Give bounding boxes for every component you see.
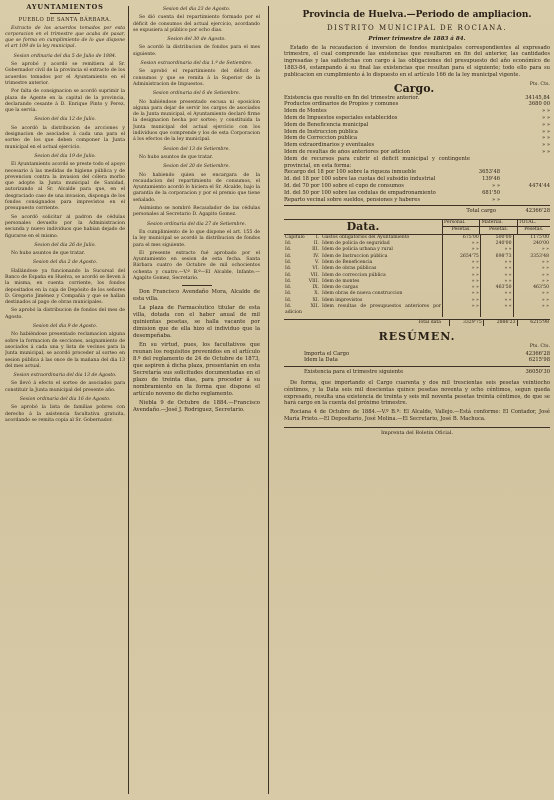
column-rule	[268, 6, 269, 794]
paragraph: No hubo asuntos de que tratar.	[139, 154, 213, 160]
column-rule	[128, 6, 129, 794]
data-amount-m: 698'73	[480, 254, 513, 260]
cargo-list	[284, 95, 550, 204]
cargo-amount: » »	[542, 114, 550, 121]
quarter-title: Primer trimestre de 1883 á 84.	[368, 35, 466, 42]
data-amount-p: » »	[443, 298, 481, 304]
chapter-description: Idem de Instruccion pública	[322, 253, 388, 259]
data-chapter-cell	[284, 304, 443, 317]
cargo-row	[284, 108, 550, 115]
data-amount-t: » »	[513, 273, 550, 279]
paragraph: No habiéndose presentado escusa ni oposicion alguna para dejar de servir los cargos de asociados de la Junta municipal, el Ayuntamiento declaró firme la designacion hecha por sorteo; y constituida la Junta municipal del actual ejercicio con los individuos que comprende y los de esta Corporacion á los efectos de la ley municipal.	[133, 99, 260, 143]
divider	[182, 285, 212, 286]
cargo-amount: 3680 00	[528, 101, 550, 108]
subheader-pesetas: Pesetas.	[480, 227, 517, 234]
statement-paragraph: Estado de la recaudacion é inversion de fondos municipales correspondientes al expresado trimestre, el cual comprende las existencias que resultaron en fin del anterior, las cantidades ingresadas y las satisfechas con cargo á las obligaciones del presupuesto del año económico de 1883-84, estampando á su final las existencias que resultan para el siguiente; todo ello para su publicacion en cumplimiento á lo dispuesto en el artículo 166 de la ley municipal vigente.	[284, 44, 550, 78]
cargo-label: Id. del 50 por 100 sobre las cédulas de empadronamiento	[284, 189, 436, 196]
chapter-label: Id.	[285, 291, 292, 297]
cargo-amount: » »	[542, 148, 550, 155]
session-title: Sesion del dia 2 de Agosto.	[32, 260, 98, 266]
subheader-pesetas: Pesetas.	[517, 227, 550, 234]
resumen-row	[284, 357, 550, 364]
data-amount-p: » »	[443, 266, 481, 272]
signature-paragraph: Rociana 4 de Octubre de 1884.—V.º B.º: El Alcalde, Vallejo.—Está conforme: El Contador, José María Prieto.—El Depositario, José Molina.—El Secretario, José B. Machuca.	[284, 409, 550, 423]
data-amount-p: » »	[443, 260, 481, 266]
header-personal: Personal.	[443, 220, 480, 227]
chapter-label: Capítulo	[285, 234, 305, 240]
paragraph: No habiéndose presentado reclamacion alguna sobre la formacion de secciones, asignamiento de asociados á cada una y lista de vecinos para la Junta municipal, se acordó proceder al sorteo en sesion pública á las once de la mañana del dia 13 del mes actual.	[5, 332, 125, 369]
data-amount-t: 1175'00	[513, 235, 550, 241]
data-amount-t: » »	[513, 260, 550, 266]
cargo-amount: » »	[542, 128, 550, 135]
paragraph: El Ayuntamiento acordó se preste todo el apoyo necesario á las medidas de higiene pública y de prevencion contra la invasion del cólera morbo que adopte la Junta municipal de Sanidad, autorizando al Sr. Alcalde para que, en el desgraciado caso de una invasion, disponga de los fondos consignados para imprevistos en el presupuesto corriente.	[5, 162, 125, 212]
chapter-label: Id.	[285, 272, 292, 278]
chapter-label: Id.	[285, 241, 292, 247]
chapter-number: II.	[313, 241, 319, 247]
chapter-description: Idem de policía urbana y rural	[322, 247, 393, 253]
session-title: Sesion del 13 de Setiembre.	[163, 146, 230, 152]
cargo-row	[284, 190, 550, 197]
cargo-row	[284, 101, 550, 108]
data-amount-p: » »	[443, 273, 481, 279]
divider	[50, 13, 80, 14]
data-amount-p: » »	[443, 285, 481, 291]
cargo-sub-amount: » »	[492, 182, 500, 189]
cargo-total-row	[284, 205, 550, 215]
paragraph: Hallándose ya funcionando la Sucursal del Banco de España en Huelva, se acordó se lleven á la misma, en cuenta corriente, los fondos depositados en la caja de Depósito de los señores D. Gregorio Jiménez y Compañía y que se hallan destinados al pago de obras municipales.	[5, 268, 125, 306]
paragraph: En cumplimiento de lo que dispone el art. 155 de la ley municipal se acordó la distribucion de fondos para el mes siguiente.	[133, 229, 260, 248]
data-total-personal: 3329'75	[450, 319, 484, 326]
session-title: Sesion ordinaria del dia 16 de Agosto.	[19, 397, 111, 403]
pts-label: Pts. Cts.	[529, 81, 550, 87]
cargo-row	[284, 135, 550, 142]
session-title: Sesion ordinaria del dia 5 de Julio de 1884.	[13, 53, 117, 59]
resumen-label: Importa el Cargo	[304, 350, 350, 357]
notice-paragraph: En su virtud, pues, los facultativos que reunan los requisitos prevenidos en el artículo 8.º del reglamento de 24 de Octubre de 1873, que aspiren á dicha plaza, presentarán en esta Secretaría sus solicitudes documentadas en el plazo de treinta dias, para proceder á su nombramiento en la forma que dispone el artículo noveno de dicho reglamento.	[133, 342, 260, 398]
existencia-value: 36050'30	[525, 369, 550, 376]
cargo-sub-amount: 3653'48	[478, 169, 500, 176]
cargo-label: Idem de Montes	[284, 108, 327, 115]
chapter-label: Id.	[285, 297, 292, 303]
chapter-number: X.	[314, 291, 319, 297]
cargo-row	[284, 197, 550, 204]
chapter-number: IX.	[312, 285, 319, 291]
paragraph: Se acordó la distribucion de fondos para el mes siguiente.	[133, 45, 260, 57]
data-amount-t: 3353'48	[513, 254, 550, 260]
cargo-total-value: 42366'28	[525, 208, 550, 215]
data-amount-t: » »	[513, 266, 550, 272]
paragraph: Se aprobó la distribucion de fondos del mes de Agosto.	[5, 308, 125, 320]
session-title: Sesion extraordinaria del dia 13 de Agosto.	[13, 373, 117, 379]
chapter-description: Idem de correccion pública	[322, 272, 386, 278]
cargo-label: Id. del 70 por 100 sobre el cupo de consumos	[284, 182, 404, 189]
column-ayuntamientos	[5, 4, 125, 426]
chapter-label: Id.	[285, 266, 292, 272]
chapter-number: VI.	[312, 266, 319, 272]
paragraph: Se aprobó y acordó se remitiera al Sr. Gobernador civil de la provincia el extracto de los acuerdos tomados por el Ayuntamiento en el trimestre anterior.	[5, 62, 125, 86]
cargo-row	[284, 122, 550, 129]
paragraph: Se llevó á efecto el sorteo de asociados para constituir la Junta municipal del presente año.	[5, 381, 125, 393]
paragraph: El presente extracto fué aprobado por el Ayuntamiento en sesion de esta fecha. Santa Bárbara cuatro de Octubre de mil ochocientos ochenta y cuatro.—V.º B.º—El Alcalde, Infante.—Agapito Gomez, Secretario.	[133, 250, 260, 281]
district-title: DISTRITO MUNICIPAL DE ROCIANA.	[326, 24, 508, 32]
notice-paragraph: La plaza de Farmacéutico titular de esta villa, dotada con el haber anual de mil quinientas pesetas, se halla vacante por dimision que de ella hizo el individuo que la desempeñaba.	[133, 305, 260, 340]
chapter-label: Id.	[285, 278, 292, 284]
cargo-sub-amount: » »	[492, 196, 500, 203]
paragraph: Se dió cuenta del repartimiento formado por el déficit de consumos del actual ejercicio, acordando se expusiera al público por ocho dias.	[133, 15, 260, 33]
cargo-label: Idem de Instruccion pública	[284, 128, 358, 135]
data-amount-m: 240'00	[480, 241, 513, 247]
paragraph: No hubo asuntos de que tratar.	[11, 251, 85, 257]
intro-paragraph: Extracto de los acuerdos tomados por esta corporacion en el trimestre que acaba de pasar, que se forma en cumplimiento de lo que dispone el art 109 de la ley municipal.	[5, 25, 125, 50]
data-amount-p: » »	[443, 241, 481, 247]
resumen-label: Idem la Data	[304, 357, 338, 364]
chapter-label: Id.	[285, 259, 292, 265]
resumen-row	[284, 351, 550, 358]
cargo-title: Cargo.	[393, 81, 435, 95]
notice-heading: Don Francisco Avendaño Mora, Alcalde de esta villa.	[133, 289, 260, 303]
data-total-material: 2886'23	[483, 319, 517, 326]
cargo-row	[284, 95, 550, 102]
header-material: Material.	[480, 220, 517, 227]
cargo-sub-amount: 681'50	[482, 189, 500, 196]
cargo-row	[284, 169, 550, 176]
chapter-label: Id.	[285, 285, 292, 291]
chapter-description: Idem de policía de seguridad	[322, 241, 390, 247]
chapter-number: IV.	[313, 253, 319, 259]
cargo-row	[284, 115, 550, 122]
data-amount-t: » »	[513, 304, 550, 317]
paragraph: Se acordó la distribucion de arcciones y designacion de asociados á cada una para el sorteo de los que deben componer la Junta municipal en el actual ejercicio.	[5, 125, 125, 150]
cargo-label: Idem de Correccion pública	[284, 135, 358, 142]
cargo-amount: » »	[542, 135, 550, 142]
cargo-amount: 4474'44	[528, 182, 550, 189]
session-title: Sesion del 20 de Setiembre.	[163, 164, 230, 170]
data-total-row	[284, 319, 550, 326]
cargo-amount: 34145,84	[525, 94, 550, 101]
data-amount-t: » »	[513, 247, 550, 253]
cargo-row	[284, 183, 550, 190]
chapter-number: VIII.	[308, 278, 319, 284]
header-total: TOTAL.	[517, 220, 550, 227]
paragraph: Por falta de consignacion se acordó suprimir la plaza de Agente en la capital de la provincia, declarando cesante á D. Enrique Pinto y Perez, que la servia.	[5, 89, 125, 114]
data-amount-m: » »	[480, 247, 513, 253]
cargo-label: Recargo del 18 por 100 sobre la riqueza inmueble	[284, 169, 417, 176]
chapter-description: Idem de montes	[322, 278, 360, 284]
section-heading: AYUNTAMIENTOS	[26, 4, 104, 11]
paragraph: No habiendo quien se encargara de la recaudacion del repartimiento de consumos, el Ayuntamiento acordó lo hiciera el Sr. Alcalde, bajo la garantía de la corporacion y por el premio que tiene señalado.	[133, 172, 260, 203]
cargo-total-label: Total cargo	[466, 208, 496, 215]
session-title: Sesion del dia 9 de Agosto.	[32, 324, 98, 330]
data-amount-m: » »	[480, 304, 513, 317]
resumen-header	[284, 344, 550, 351]
data-amount-m: » »	[480, 266, 513, 272]
cargo-amount: » »	[542, 108, 550, 115]
cargo-sub-amount: 139'46	[482, 176, 500, 183]
chapter-number: XI.	[312, 297, 319, 303]
session-title: Sesion del dia 12 de Julio.	[34, 117, 96, 123]
cargo-label: Existencia que resultó en fin del trimestre anterior.	[284, 94, 420, 101]
resumen-amount: 42366'28	[525, 350, 550, 357]
cargo-label: Idem de recursos para cubrir el déficit municipal y contingente provincial, en esta forma:	[284, 155, 470, 169]
data-amount-p: » »	[443, 304, 481, 317]
cargo-amount: » »	[542, 142, 550, 149]
chapter-number: VII.	[310, 272, 319, 278]
data-amount-t: » »	[513, 279, 550, 285]
data-amount-m: » »	[480, 273, 513, 279]
cargo-label: Idem de Beneficencia municipal	[284, 121, 369, 128]
chapter-description: Idem de Beneficencia	[322, 259, 373, 265]
chapter-number: XII.	[310, 303, 319, 309]
data-amount-p: » »	[443, 247, 481, 253]
column-sessions	[133, 4, 260, 416]
column-rociana-account	[284, 4, 550, 437]
resumen-title: RESÚMEN.	[378, 329, 456, 343]
data-amount-t: » »	[513, 291, 550, 297]
cargo-label: Reparto vecinal sobre sueldos, pensiones y haberes	[284, 196, 420, 203]
town-heading: PUEBLO DE SANTA BÁRBARA.	[18, 17, 112, 24]
paragraph: Se aprobó el repartimiento del déficit de consumos y que se remita á la Superior de la Administracion de Impuestos.	[133, 69, 260, 87]
paragraph: Se acordó solicitar al padron de cédulas personales devuelto por la Administracion secunda y nuevo individuos que habian dejado de figurarse en el mismo.	[5, 214, 125, 239]
chapter-number: I.	[315, 234, 319, 240]
chapter-description: Idem imprevistos	[322, 297, 363, 303]
existencia-label: Existencia para el trimestre siguiente	[304, 369, 404, 376]
cargo-label: Idem de resultas de años anteriores por adicion	[284, 148, 411, 155]
data-amount-m: 500'00	[480, 235, 513, 241]
cargo-header	[284, 82, 550, 95]
notice-signature: Niebla 9 de Octubre de 1884.—Francisco Avendaño.—José J. Rodriguez, Secretario.	[133, 400, 260, 414]
session-title: Sesion ordinaria del 6 de Setiembre.	[152, 91, 241, 97]
resumen-pts-label: Pts. Cts.	[529, 343, 550, 349]
existencia-row	[284, 366, 550, 376]
chapter-description: Idem obras de nueva construccion	[322, 291, 403, 297]
session-title: Sesion ordinaria del dia 27 de Setiembre.	[147, 221, 246, 227]
cargo-row	[284, 142, 550, 149]
cargo-row	[284, 149, 550, 156]
cargo-row	[284, 129, 550, 136]
cargo-amount: » »	[542, 121, 550, 128]
cargo-label: Idem extraordinarios y eventuales	[284, 142, 375, 149]
data-amount-p: 675'00	[443, 235, 481, 241]
province-title: Provincia de Huelva.—Periodo de ampliacion.	[302, 10, 532, 20]
data-header	[284, 219, 550, 235]
data-amount-p: » »	[443, 279, 481, 285]
paragraph: Se aprobó la lista de familias pobres con derecho á la asistencia facultativa gratuita, acordando se remita copia al Sr. Gobernador.	[5, 405, 125, 423]
data-amount-m: » »	[480, 260, 513, 266]
data-header-table	[284, 220, 550, 234]
cargo-label: Idem de Impuestos especiales establecidos	[284, 114, 398, 121]
cargo-row	[284, 156, 550, 170]
session-title: Sesion del dia 19 de Julio.	[34, 153, 96, 159]
data-total-total: 6215'98	[517, 319, 550, 326]
chapter-description: Idem de cargas	[322, 285, 358, 291]
session-title: Sesion del 30 de Agosto.	[167, 37, 226, 43]
chapter-description: Idem resultas de presupuestos anteriores por adicion	[285, 303, 441, 316]
data-table	[284, 235, 550, 317]
resumen-amount: 6215'98	[528, 357, 550, 364]
session-title: Sesion del dia 23 de Agosto.	[162, 7, 231, 12]
printer-imprint: Imprenta del Boletin Oficial.	[284, 427, 550, 437]
paragraph: Asimismo se nombró Recaudador de las cédulas personales al Secretario D. Agapito Gomez.	[133, 206, 260, 218]
data-amount-m: » »	[480, 291, 513, 297]
subheader-pesetas: Pesetas.	[443, 227, 480, 234]
chapter-description: Gastos obligatorios del Ayuntamiento	[322, 234, 410, 240]
data-row	[284, 304, 550, 317]
data-amount-m: » »	[480, 298, 513, 304]
chapter-number: III.	[312, 247, 319, 253]
cargo-label: Id. del 18 por 100 sobre las cuotas del subsidio industrial	[284, 176, 436, 183]
cargo-row	[284, 176, 550, 183]
data-title: Data.	[346, 220, 380, 234]
chapter-label: Id.	[285, 303, 292, 309]
data-amount-p: 2654'75	[443, 254, 481, 260]
data-amount-m: » »	[480, 279, 513, 285]
data-amount-p: » »	[443, 291, 481, 297]
chapter-description: Idem de obras públicas	[322, 266, 377, 272]
cargo-label: Productos ordinarios de Propios y comunes	[284, 101, 399, 108]
session-title: Sesion extraordinaria del dia 1.º de Setiembre.	[140, 61, 253, 67]
data-amount-t: 463'50	[513, 285, 550, 291]
data-amount-t: » »	[513, 298, 550, 304]
session-title: Sesion del dia 26 de Julio.	[34, 242, 96, 248]
data-amount-m: 463'50	[480, 285, 513, 291]
data-total-label: Total data	[417, 319, 441, 325]
closing-paragraph: De forma, que importando el Cargo cuarenta y dos mil trescientas seis pesetas veintiocho céntimos, y la Data seis mil doscientas quince pesetas noventa y ocho céntimos, segun queda expresado, resulta una existencia de treinta y seis mil noventa pesetas treinta céntimos, de que se hará cargo en la cuenta del próximo trimestre.	[284, 380, 550, 407]
data-amount-t: 240'00	[513, 241, 550, 247]
chapter-label: Id.	[285, 253, 292, 259]
resumen-list	[284, 351, 550, 365]
chapter-number: V.	[315, 259, 319, 265]
chapter-label: Id.	[285, 247, 292, 253]
